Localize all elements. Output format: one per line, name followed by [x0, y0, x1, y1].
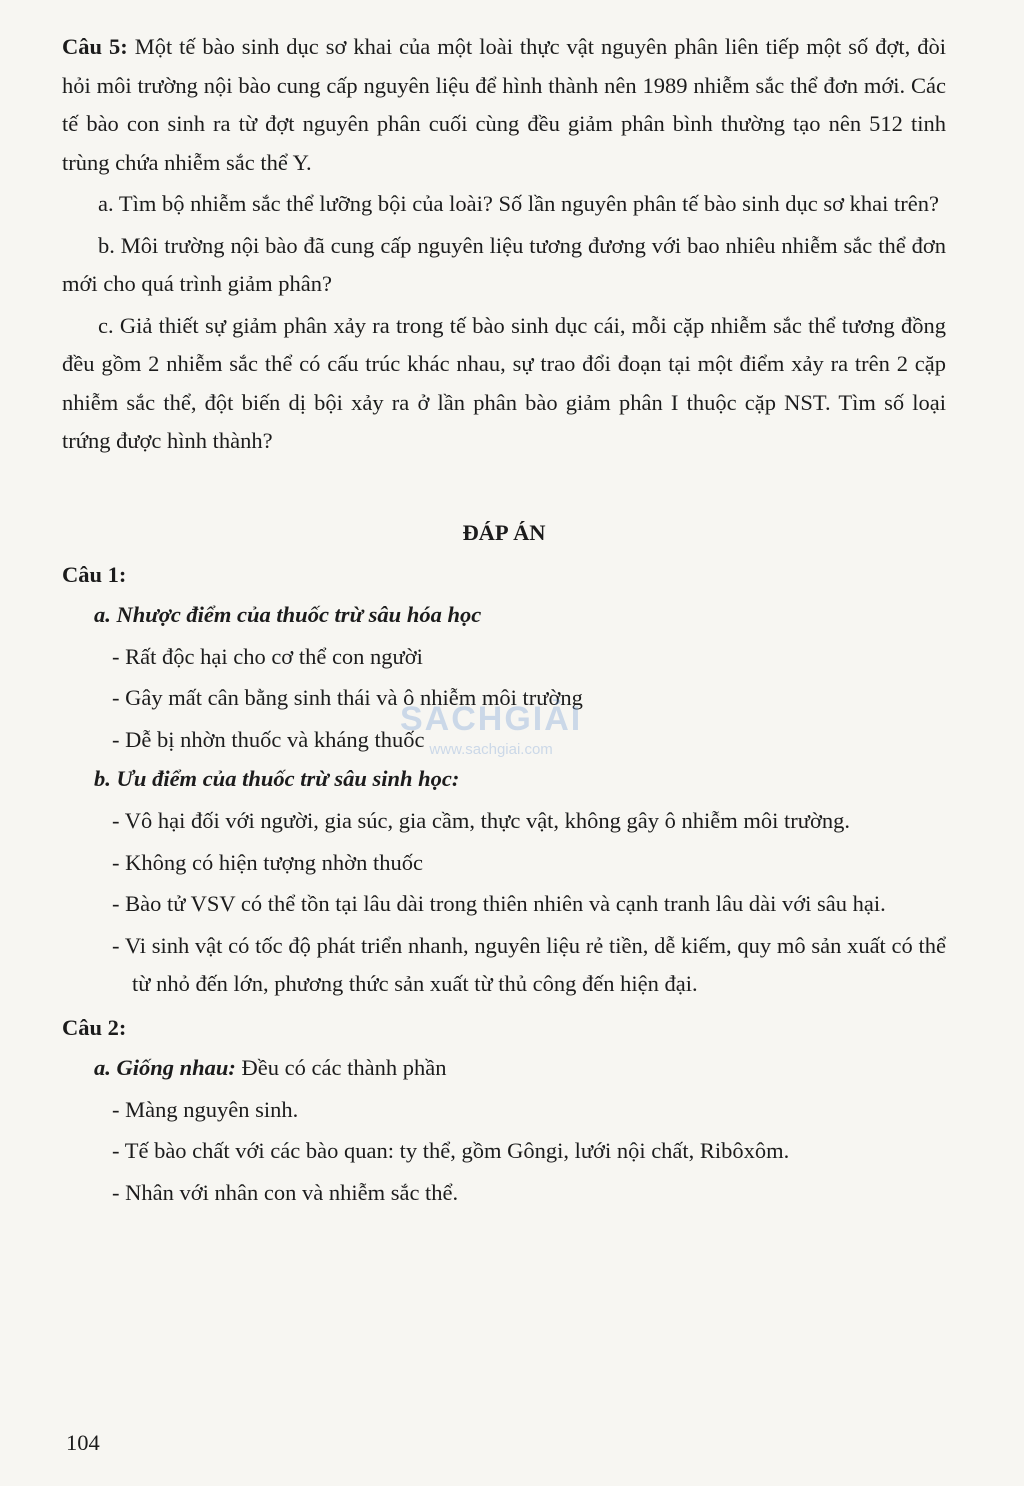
question-5-label: Câu 5: [62, 34, 128, 59]
page-number: 104 [66, 1430, 100, 1455]
answer-1b-item: - Vi sinh vật có tốc độ phát triển nhanh, nguyên liệu rẻ tiền, dễ kiếm, quy mô sản xuất có thể từ nhỏ đến lớn, phương thức sản xuất từ thủ công đến hiện đại. [112, 932, 946, 996]
watermark-url: www.sachgiai.com [429, 741, 553, 758]
question-5b: b. Môi trường nội bào đã cung cấp nguyên liệu tương đương với bao nhiêu nhiễm sắc thể đơn mới cho quá trình giảm phân? [62, 232, 946, 296]
answer-1b-item: - Vô hại đối với người, gia súc, gia cầm, thực vật, không gây ô nhiễm môi trường. [112, 808, 850, 833]
answer-2a-title-bold: a. Giống nhau: [94, 1054, 236, 1080]
watermark-logo: SACHGIẢI [400, 700, 583, 738]
answer-2a-item: - Tế bào chất với các bào quan: ty thể, gồm Gôngi, lưới nội chất, Ribôxôm. [112, 1138, 790, 1163]
answer-1a-title: a. Nhược điểm của thuốc trừ sâu hóa học [94, 601, 482, 627]
answer-heading: ĐÁP ÁN [462, 519, 546, 545]
answer-2-label: Câu 2: [62, 1014, 127, 1040]
question-5-intro [62, 28, 946, 182]
document-page [62, 28, 946, 1212]
answer-2a-title [62, 1048, 946, 1088]
answer-2a-title-rest: Đều có các thành phần [235, 1054, 447, 1080]
answer-1b-title: b. Ưu điểm của thuốc trừ sâu sinh học: [94, 766, 460, 791]
answer-2a-item: - Nhân với nhân con và nhiễm sắc thể. [112, 1179, 459, 1205]
answer-1a-item: - Rất độc hại cho cơ thể con người [112, 643, 423, 669]
answer-1a-item: - Dễ bị nhờn thuốc và kháng thuốc [112, 726, 425, 752]
question-5c: c. Giả thiết sự giảm phân xảy ra trong tế bào sinh dục cái, mỗi cặp nhiễm sắc thể tương đồng đều gồm 2 nhiễm sắc thể có cấu trúc khác nhau, sự trao đổi đoạn tại một điểm xảy ra trên 2 cặp nhiễm sắc thể, đột biến dị bội xảy ra ở lần phân bào giảm phân I thuộc cặp NST. Tìm số loại trứng được hình thành? [62, 312, 946, 453]
answer-1-label: Câu 1: [62, 561, 127, 587]
question-5-text: Một tế bào sinh dục sơ khai của một loài thực vật nguyên phân liên tiếp một số đợt, đòi hỏi môi trường nội bào cung cấp nguyên liệu để hình thành nên 1989 nhiễm sắc thể đơn mới. Các tế bào con sinh ra từ đợt nguyên phân cuối cùng đều giảm phân bình thường tạo nên 512 tinh trùng chứa nhiễm sắc thể Y. [62, 34, 946, 175]
answer-1b-item: - Không có hiện tượng nhờn thuốc [112, 849, 423, 875]
question-5a: a. Tìm bộ nhiễm sắc thể lưỡng bội của loài? Số lần nguyên phân tế bào sinh dục sơ khai trên? [98, 191, 940, 216]
answer-2a-item: - Màng nguyên sinh. [112, 1096, 299, 1122]
answer-1a-item: - Gây mất cân bằng sinh thái và ô nhiễm môi trường [112, 685, 583, 710]
answer-1b-item: - Bào tử VSV có thể tồn tại lâu dài trong thiên nhiên và cạnh tranh lâu dài với sâu hại. [112, 891, 886, 916]
